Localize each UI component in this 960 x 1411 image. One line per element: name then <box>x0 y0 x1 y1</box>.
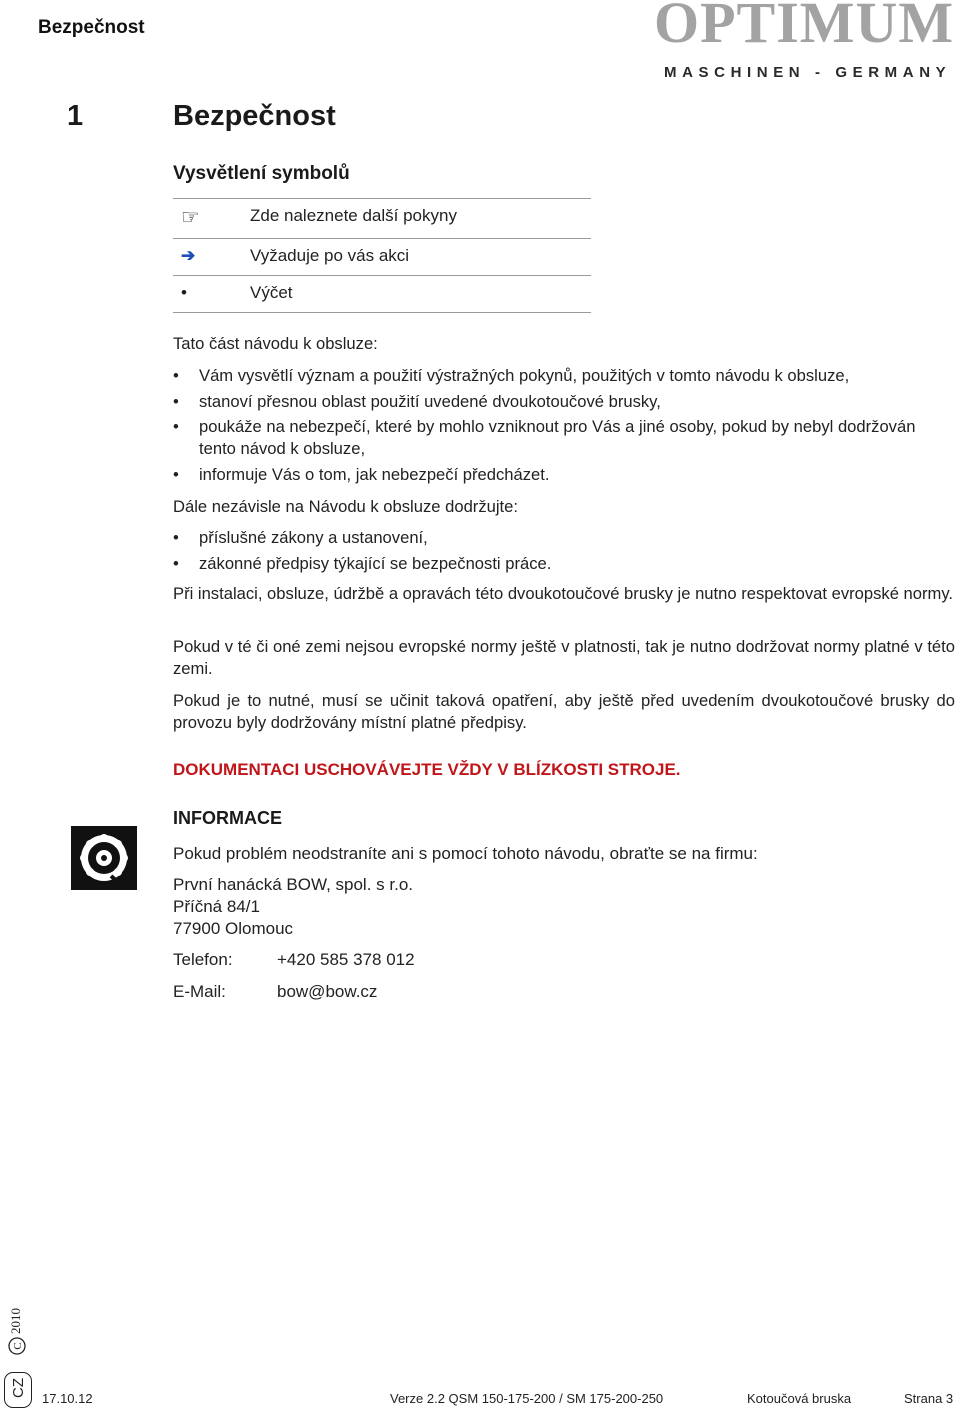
list-item <box>173 365 955 387</box>
list-item-text: stanoví přesnou oblast použití uvedené dvoukotoučové brusky, <box>199 392 661 411</box>
list-item-text: zákonné předpisy týkající se bezpečnosti práce. <box>199 554 552 573</box>
list-item <box>173 416 955 460</box>
phone-number: +420 585 378 012 <box>277 950 415 969</box>
bullet-icon: • <box>173 366 179 385</box>
also-text: Dále nezávisle na Návodu k obsluze dodržujte: <box>173 497 518 516</box>
bullet-icon: • <box>181 283 187 302</box>
bullet-icon: • <box>173 465 179 484</box>
copyright-year: 2010 <box>8 1308 23 1334</box>
warning-notice: DOKUMENTACI USCHOVÁVEJTE VŽDY V BLÍZKOSTI STROJE. <box>173 760 681 779</box>
list-item <box>173 464 955 486</box>
info-text: Pokud problém neodstraníte ani s pomocí tohoto návodu, obraťte se na firmu: <box>173 844 758 863</box>
bullet-icon: • <box>173 528 179 547</box>
company-city: 77900 Olomouc <box>173 919 294 938</box>
company-name: První hanácká BOW, spol. s r.o. <box>173 875 413 894</box>
list-item-text: poukáže na nebezpečí, které by mohlo vzniknout pro Vás a jiné osoby, pokud by nebyl dodržován tento návod k obsluze, <box>199 417 916 458</box>
paragraph: Pokud je to nutné, musí se učinit taková opatření, aby ještě před uvedením dvoukotoučové brusky do provozu byly dodržovány místní platné předpisy. <box>173 691 955 732</box>
email-label: E-Mail: <box>173 982 226 1001</box>
paragraph: Pokud v té či oné zemi nejsou evropské normy ještě v platnosti, tak je nutno dodržovat normy platné v této zemi. <box>173 637 955 678</box>
logo-subtitle: MASCHINEN - GERMANY <box>664 64 952 81</box>
bullet-icon: • <box>173 417 179 436</box>
footer-product: Kotoučová bruska <box>747 1391 852 1406</box>
svg-text:C: C <box>12 1342 24 1350</box>
symbol-description: Vyžaduje po vás akci <box>250 246 410 265</box>
list-item-text: informuje Vás o tom, jak nebezpečí předcházet. <box>199 465 550 484</box>
phone-label: Telefon: <box>173 950 233 969</box>
company-street: Příčná 84/1 <box>173 897 260 916</box>
email-address: bow@bow.cz <box>277 982 378 1001</box>
optimum-logo: OPTIMUM <box>654 0 955 55</box>
list-item <box>173 527 955 549</box>
symbol-description: Zde naleznete další pokyny <box>250 206 457 225</box>
symbol-row <box>173 275 591 313</box>
footer-date: 17.10.12 <box>42 1391 93 1406</box>
telephone-icon <box>71 826 137 890</box>
pointing-hand-icon: ☞ <box>181 206 200 229</box>
symbols-section-title: Vysvětlení symbolů <box>173 163 350 184</box>
list-item-text: příslušné zákony a ustanovení, <box>199 528 428 547</box>
list-item-text: Vám vysvětlí význam a použití výstražných pokynů, použitých v tomto návodu k obsluze, <box>199 366 850 385</box>
intro-text: Tato část návodu k obsluze: <box>173 334 378 353</box>
symbol-row <box>173 238 591 276</box>
footer-page: Strana 3 <box>904 1391 954 1406</box>
language-code: CZ <box>10 1378 27 1398</box>
bullet-icon: • <box>173 554 179 573</box>
language-badge <box>4 1372 32 1408</box>
arrow-right-icon: ➔ <box>181 246 196 265</box>
symbol-row <box>173 198 591 236</box>
paragraph: Při instalaci, obsluze, údržbě a opravách této dvoukotoučové brusky je nutno respektovat evropské normy. <box>173 584 954 603</box>
list-item <box>173 553 955 575</box>
copyright-notice <box>6 1306 28 1356</box>
table-bottom-rule <box>173 312 591 313</box>
chapter-number: 1 <box>67 100 84 132</box>
footer-version: Verze 2.2 QSM 150-175-200 / SM 175-200-250 <box>390 1391 664 1406</box>
symbol-description: Výčet <box>250 283 293 302</box>
running-header-title: Bezpečnost <box>38 17 145 38</box>
info-heading: INFORMACE <box>173 808 282 828</box>
bullet-icon: • <box>173 392 179 411</box>
chapter-title: Bezpečnost <box>173 100 336 132</box>
list-item <box>173 391 955 413</box>
